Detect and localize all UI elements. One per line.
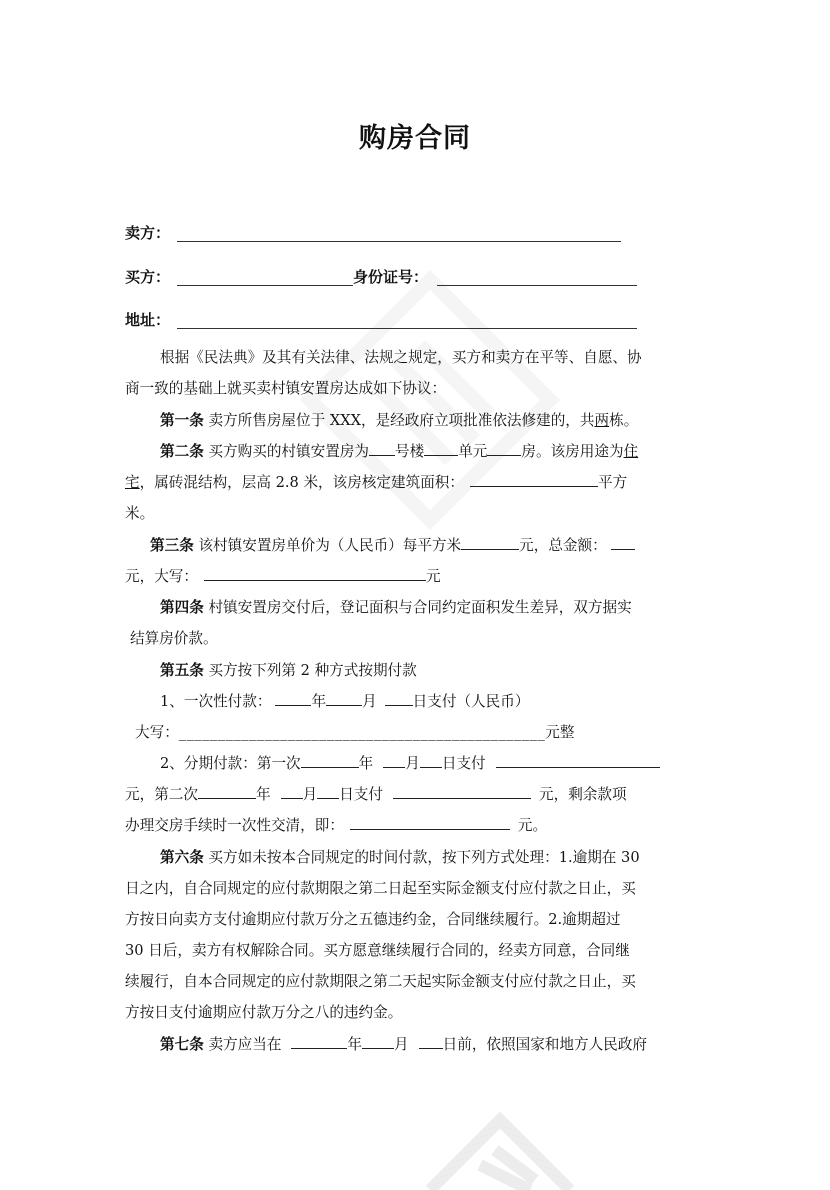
delivery-day-blank[interactable] (419, 1031, 443, 1049)
watermark-logo-icon (400, 1110, 600, 1190)
address-field[interactable] (177, 328, 637, 329)
delivery-year-blank[interactable] (291, 1031, 347, 1049)
total-amount-blank[interactable] (611, 532, 635, 550)
article-1: 第一条 卖方所售房屋位于 XXX，是经政府立项批准依法修建的，共两栋。 (160, 412, 639, 429)
payment-option-2-line-2: 元，第二次 年 月 日支付 元，剩余款项 (125, 779, 627, 810)
intro-line-1: 根据《民法典》及其有关法律、法规之规定，买方和卖方在平等、自愿、协 (160, 349, 642, 366)
article-3-line-2: 元，大写： 元 (125, 561, 441, 592)
installment1-amount-blank[interactable] (496, 750, 660, 768)
article-3-line-1: 第三条 该村镇安置房单价为（人民币）每平方米 元，总金额： (150, 530, 635, 561)
article-6-line-6: 方按日支付逾期应付款万分之八的违约金。 (125, 1004, 403, 1021)
unit-blank[interactable] (424, 438, 458, 456)
amount-in-words-dashes[interactable]: _______________________________________________ (178, 724, 546, 741)
article-5-line-1: 第五条 买方按下列第 2 种方式按期付款 (160, 662, 417, 679)
installment2-day-blank[interactable] (317, 781, 339, 799)
article-6-line-3: 方按日向卖方支付逾期应付款万分之五德违约金，合同继续履行。2.逾期超过 (125, 911, 621, 928)
article-1-heading: 第一条 (160, 412, 204, 429)
article-2-line-1: 第二条 买方购买的村镇安置房为 号楼 单元 房。该房用途为住 (160, 436, 638, 467)
payment-option-1: 1、一次性付款： 年 月 日支付（人民币） (160, 686, 529, 717)
payment-option-2-line-1: 2、分期付款：第一次 年 月 日支付 (160, 748, 660, 779)
document-title: 购房合同 (359, 123, 471, 154)
article-2-line-2: 宅，属砖混结构，层高 2.8 米，该房核定建筑面积： 平方 (125, 467, 627, 498)
buyer-label: 买方： (125, 268, 171, 286)
area-blank[interactable] (470, 469, 598, 487)
option1-month-blank[interactable] (326, 688, 362, 706)
address-label: 地址： (125, 311, 171, 329)
article-4-heading: 第四条 (160, 599, 204, 616)
delivery-month-blank[interactable] (362, 1031, 394, 1049)
id-number-field[interactable] (437, 285, 637, 286)
article-6-line-2: 日之内，自合同规定的应付款期限之第二日起至实际金额支付应付款之日止，买 (125, 880, 636, 897)
building-number-blank[interactable] (369, 438, 395, 456)
article-4-line-1: 第四条 村镇安置房交付后，登记面积与合同约定面积发生差异，双方据实 (160, 599, 632, 616)
article-6-heading: 第六条 (160, 849, 204, 866)
installment2-year-blank[interactable] (198, 781, 256, 799)
seller-field[interactable] (177, 241, 621, 242)
payment-option-2-line-3: 办理交房手续时一次性交清，即： 元。 (125, 810, 547, 841)
installment2-month-blank[interactable] (281, 781, 303, 799)
buyer-field[interactable] (177, 285, 353, 286)
article-6-line-5: 续履行，自本合同规定的应付款期限之第二天起实际金额支付应付款之日止，买 (125, 973, 636, 990)
remaining-amount-blank[interactable] (350, 812, 510, 830)
article-2-line-3: 米。 (125, 505, 155, 522)
article-6-line-1: 第六条 买方如未按本合同规定的时间付款，按下列方式处理：1.逾期在 30 (160, 849, 640, 866)
installment2-amount-blank[interactable] (393, 781, 531, 799)
option1-year-blank[interactable] (275, 688, 311, 706)
installment1-month-blank[interactable] (383, 750, 405, 768)
installment1-year-blank[interactable] (301, 750, 359, 768)
installment1-day-blank[interactable] (420, 750, 442, 768)
intro-line-2: 商一致的基础上就买卖村镇安置房达成如下协议： (125, 380, 447, 397)
id-number-label: 身份证号： (353, 268, 429, 286)
article-6-line-4: 30 日后，卖方有权解除合同。买方愿意继续履行合同的，经卖方同意，合同继 (125, 942, 630, 959)
article-7-line-1: 第七条 卖方应当在 年 月 日前，依照国家和地方人民政府 (160, 1029, 647, 1060)
article-4-line-2: 结算房价款。 (130, 630, 218, 647)
amount-in-words-blank[interactable] (204, 563, 426, 581)
unit-price-blank[interactable] (461, 532, 519, 550)
room-blank[interactable] (487, 438, 521, 456)
article-7-heading: 第七条 (160, 1036, 204, 1053)
option1-day-blank[interactable] (385, 688, 413, 706)
article-3-heading: 第三条 (150, 537, 194, 554)
article-2-heading: 第二条 (160, 443, 204, 460)
option1-amount-in-words: 大写：_______________________________________________元整 (135, 724, 575, 741)
seller-label: 卖方： (125, 224, 171, 242)
article-5-heading: 第五条 (160, 662, 204, 679)
